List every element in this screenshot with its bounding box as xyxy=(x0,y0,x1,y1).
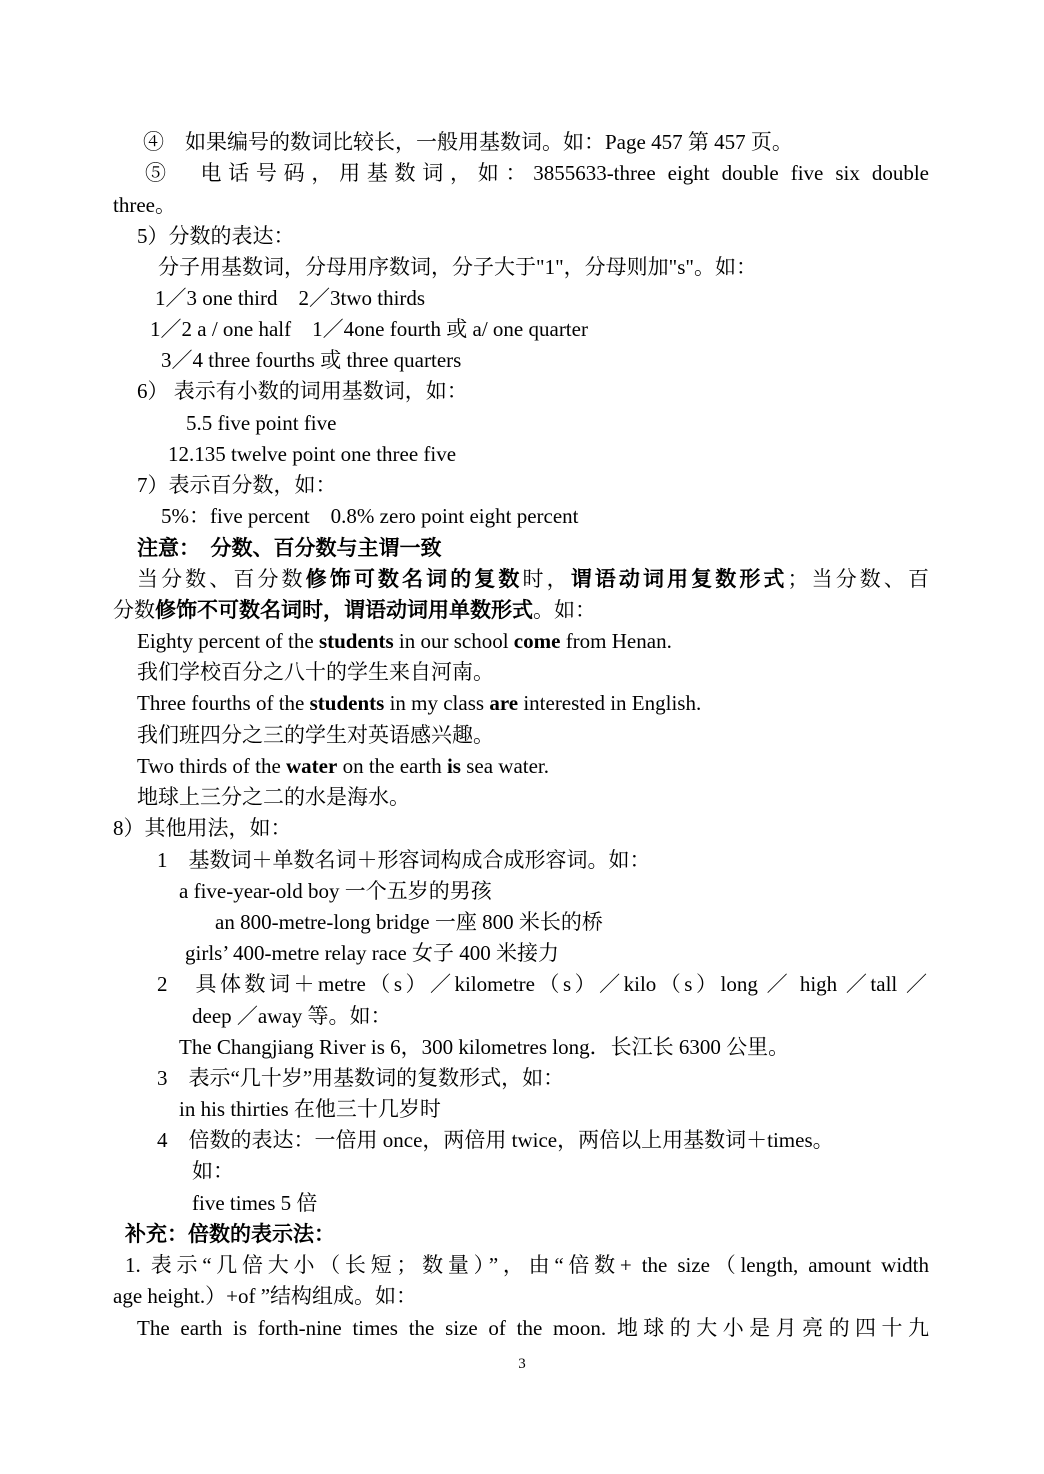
text-line: 3 表示“几十岁”用基数词的复数形式，如： xyxy=(157,1066,565,1090)
text-line: three。 xyxy=(113,193,176,217)
example-sentence: Two thirds of the water on the earth is sea water. xyxy=(137,754,550,778)
example-line: 3／4 three fourths 或 three quarters xyxy=(161,348,462,372)
example-line: The Changjiang River is 6，300 kilometres long．长江长 6300 公里。 xyxy=(179,1035,790,1059)
text-line: 1. 表示“几倍大小（长短；数量）”，由“倍数+ the size（length, amount width xyxy=(125,1253,929,1277)
text-line: 分数修饰不可数名词时，谓语动词用单数形式。如： xyxy=(113,598,596,622)
example-line: five times 5 倍 xyxy=(192,1191,318,1215)
section-heading: 5）分数的表达： xyxy=(137,224,295,248)
text-line: 分子用基数词，分母用序数词，分子大于"1"，分母则加"s"。如： xyxy=(158,255,757,279)
note-heading: 注意： 分数、百分数与主谓一致 xyxy=(137,536,442,560)
section-heading: 6） 表示有小数的词用基数词，如： xyxy=(137,379,468,403)
text-line: ⑤ 电话号码，用基数词，如：3855633-three eight double five six double xyxy=(145,161,929,185)
text-line: deep ／away 等。如： xyxy=(192,1004,392,1028)
text-line: 1 基数词＋单数名词＋形容词构成合成形容词。如： xyxy=(157,848,651,872)
translation-line: 地球上三分之二的水是海水。 xyxy=(137,785,410,809)
supplement-heading: 补充：倍数的表示法： xyxy=(125,1222,335,1246)
text-line: age height.）+of ”结构组成。如： xyxy=(113,1284,418,1308)
translation-line: 我们学校百分之八十的学生来自河南。 xyxy=(137,660,494,684)
example-line: 12.135 twelve point one three five xyxy=(168,442,457,466)
page-number: 3 xyxy=(518,1356,526,1372)
example-sentence: Eighty percent of the students in our school come from Henan. xyxy=(137,629,672,653)
translation-line: 我们班四分之三的学生对英语感兴趣。 xyxy=(137,723,494,747)
text-line: ④ 如果编号的数词比较长，一般用基数词。如：Page 457 第 457 页。 xyxy=(143,130,793,154)
example-sentence: Three fourths of the students in my class are interested in English. xyxy=(137,691,702,715)
text-line: 当分数、百分数修饰可数名词的复数时，谓语动词用复数形式；当分数、百 xyxy=(137,567,929,591)
example-sentence: The earth is forth-nine times the size of the moon. 地球的大小是月亮的四十九 xyxy=(137,1316,929,1340)
example-line: 5%：five percent 0.8% zero point eight percent xyxy=(161,504,579,528)
section-heading: 8）其他用法，如： xyxy=(113,816,292,840)
example-line: 5.5 five point five xyxy=(186,411,337,435)
text-line: 如： xyxy=(192,1159,234,1183)
example-line: a five-year-old boy 一个五岁的男孩 xyxy=(179,879,492,903)
text-line: 2 具体数词＋metre（s）／kilometre（s）／kilo（s）long ／ high ／tall ／ xyxy=(157,972,927,996)
example-line: in his thirties 在他三十几岁时 xyxy=(179,1097,441,1121)
example-line: 1／3 one third 2／3two thirds xyxy=(155,286,426,310)
example-line: girls’ 400-metre relay race 女子 400 米接力 xyxy=(185,941,559,965)
example-line: an 800-metre-long bridge 一座 800 米长的桥 xyxy=(215,910,603,934)
section-heading: 7）表示百分数，如： xyxy=(137,473,337,497)
example-line: 1／2 a / one half 1／4one fourth 或 a/ one quarter xyxy=(150,317,588,341)
text-line: 4 倍数的表达：一倍用 once，两倍用 twice，两倍以上用基数词＋times。 xyxy=(157,1128,834,1152)
